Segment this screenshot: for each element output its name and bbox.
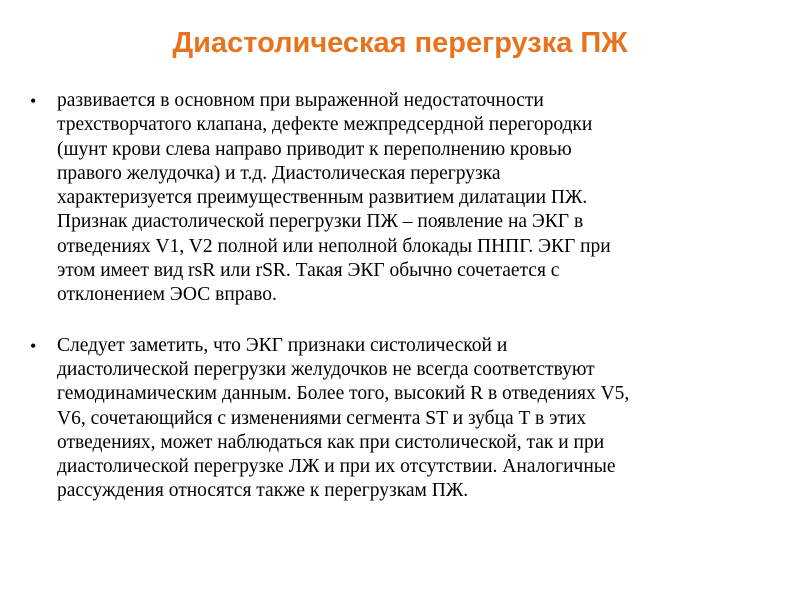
bullet-line: рассуждения относятся также к перегрузкам ПЖ. — [57, 480, 469, 502]
bullet-line: отведениях, может наблюдаться как при систолической, так и при — [57, 431, 605, 453]
bullet-line: диастолической перегрузке ЛЖ и при их отсутствии. Аналогичные — [57, 456, 616, 478]
bullet-line: отклонением ЭОС вправо. — [57, 284, 277, 306]
bullet-line: (шунт крови слева направо приводит к переполнению кровью — [57, 138, 572, 160]
bullet-line: диастолической перегрузки желудочков не всегда соответствуют — [57, 358, 595, 380]
bullet-line: правого желудочка) и т.д. Диастолическая перегрузка — [57, 162, 501, 184]
bullet-line: Признак диастолической перегрузки ПЖ – появление на ЭКГ в — [57, 211, 584, 233]
bullet-marker: • — [30, 91, 37, 111]
slide-title: Диастолическая перегрузка ПЖ — [172, 27, 628, 59]
bullet-marker: • — [30, 335, 37, 356]
bullet-list — [30, 89, 790, 530]
bullet-line: характеризуется преимущественным развитием дилатации ПЖ. — [57, 187, 588, 209]
bullet-line: гемодинамическим данным. Более того, высокий R в отведениях V5, — [57, 383, 630, 405]
bullet-line: отведениях V1, V2 полной или неполной блокады ПНПГ. ЭКГ при — [57, 235, 611, 257]
bullet-item — [30, 334, 790, 504]
bullet-line: V6, сочетающийся с изменениями сегмента ST и зубца T в этих — [57, 407, 587, 429]
bullet-item — [30, 89, 790, 308]
bullet-line: развивается в основном при выраженной недостаточности — [57, 90, 544, 111]
bullet-line: этом имеет вид rsR или rSR. Такая ЭКГ обычно сочетается с — [57, 260, 560, 282]
bullet-line: трехстворчатого клапана, дефекте межпредсердной перегородки — [57, 114, 593, 136]
bullet-line: Следует заметить, что ЭКГ признаки систолической и — [57, 334, 508, 356]
